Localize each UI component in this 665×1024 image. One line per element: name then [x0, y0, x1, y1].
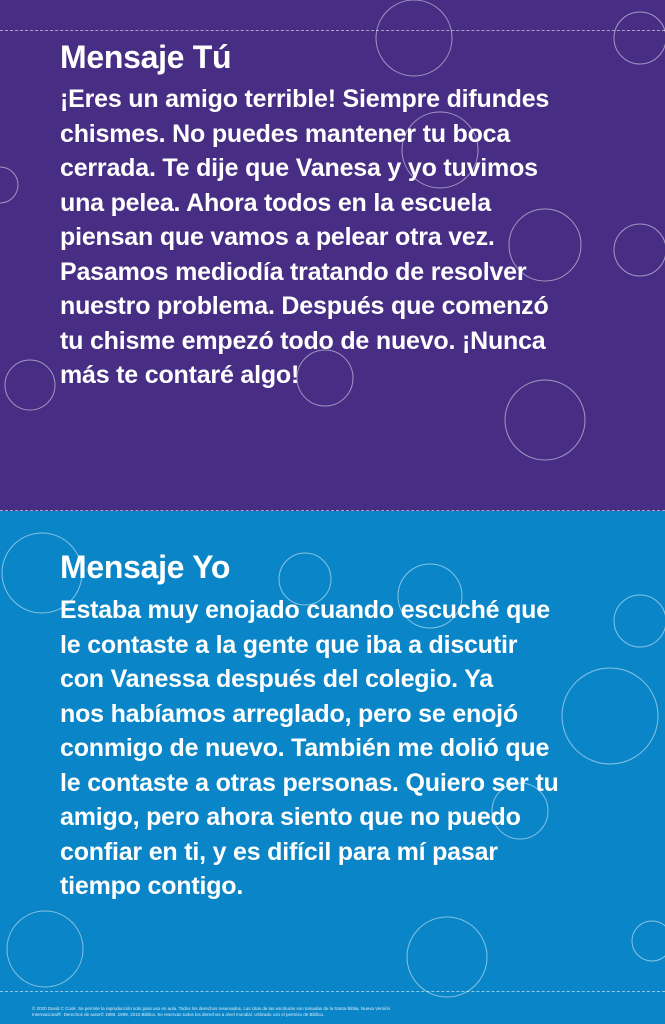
- text-line: nuestro problema. Después que comenzó: [60, 292, 549, 320]
- text-line: cerrada. Te dije que Vanesa y yo tuvimos: [60, 154, 538, 182]
- tu-message-body: [60, 82, 645, 393]
- yo-message-title: Mensaje Yo: [60, 549, 231, 585]
- text-line: más te contaré algo!: [60, 361, 300, 389]
- copyright-notice: © 2020 David C Cook. Se permite la reproducción solo para uso en aula. Todos los derechos reservados. Las citas de las escrituras son tomadas de la Santa Biblia, Nueva Versión Internacional®. Derechos de autor© 1986, 1999, 2015 Biblica. Se reservan todos los derechos a nivel mundial. Utilizado con el permiso de Biblica.: [32, 1006, 391, 1017]
- text-line: con Vanessa después del colegio. Ya: [60, 665, 494, 693]
- text-line: chismes. No puedes mantener tu boca: [60, 119, 511, 148]
- text-line: una pelea. Ahora todos en la escuela: [60, 188, 491, 217]
- text-line: Pasamos mediodía tratando de resolver: [60, 257, 527, 286]
- dashed-divider: [0, 991, 665, 992]
- text-line: ¡Eres un amigo terrible! Siempre difundes: [60, 85, 550, 113]
- yo-message-body: [60, 593, 645, 904]
- text-line: nos habíamos arreglado, pero se enojó: [60, 699, 518, 728]
- tu-message-panel: [0, 0, 665, 511]
- text-line: le contaste a la gente que iba a discutir: [60, 630, 518, 659]
- text-line: tu chisme empezó todo de nuevo. ¡Nunca: [60, 326, 546, 355]
- text-line: le contaste a otras personas. Quiero ser tu: [60, 768, 559, 797]
- dashed-divider: [0, 30, 665, 31]
- text-line: Estaba muy enojado cuando escuché que: [60, 596, 550, 624]
- text-line: amigo, pero ahora siento que no puedo: [60, 803, 521, 831]
- text-line: piensan que vamos a pelear otra vez.: [60, 223, 495, 251]
- text-line: confiar en ti, y es difícil para mí pasar: [60, 837, 498, 866]
- text-line: tiempo contigo.: [60, 872, 244, 900]
- text-line: conmigo de nuevo. También me dolió que: [60, 734, 550, 762]
- yo-message-panel: [0, 511, 665, 1024]
- tu-message-title: Mensaje Tú: [60, 39, 232, 75]
